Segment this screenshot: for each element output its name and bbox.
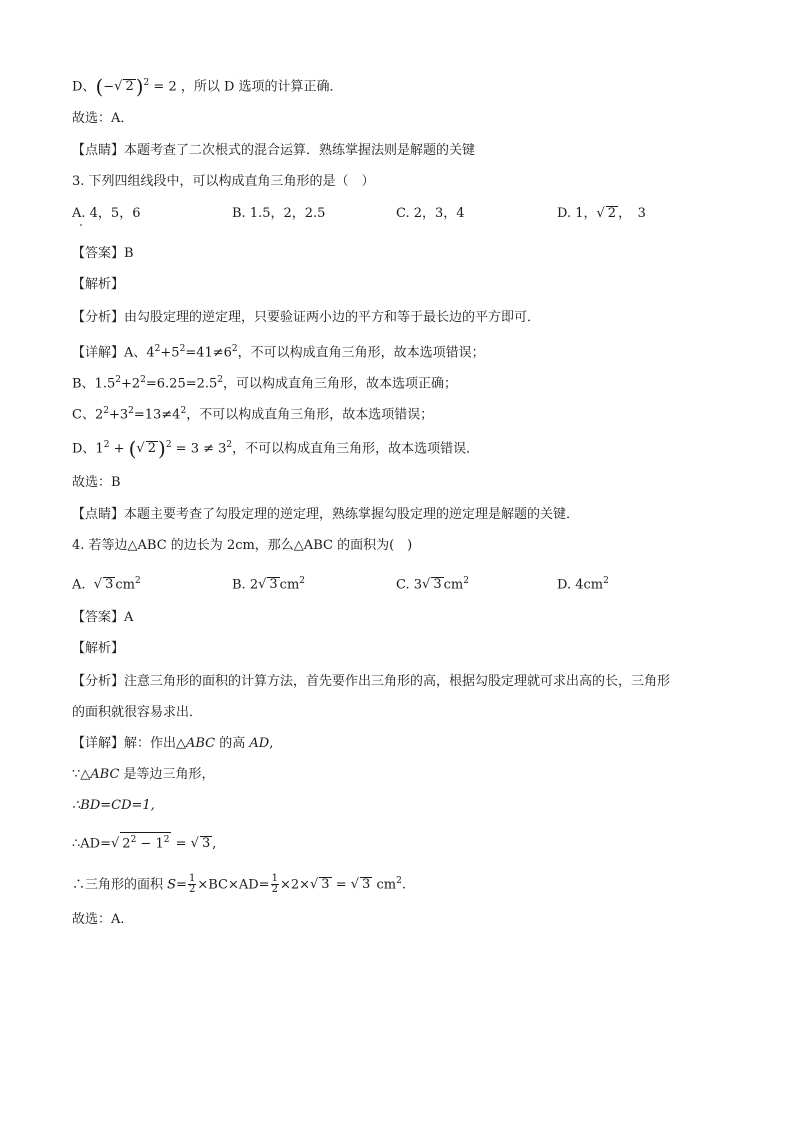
radicand: 3	[269, 577, 278, 593]
fraction	[188, 874, 196, 895]
variable: ABC	[90, 767, 120, 782]
text: ∵△	[72, 767, 91, 782]
radicand	[120, 832, 171, 851]
q3-stem: 3. 下列四组线段中，可以构成直角三角形的是（ ）	[72, 174, 375, 189]
radical-sign: √	[596, 206, 605, 221]
q3-choose: 故选：B	[72, 475, 121, 490]
exponent: 2	[180, 406, 187, 416]
text: =13≠4	[133, 407, 181, 423]
radical-sign: √	[93, 577, 103, 593]
exponent: 2	[299, 576, 306, 586]
text: ∴AD=	[72, 836, 111, 852]
text: 2	[122, 836, 131, 852]
paren: )	[158, 436, 166, 461]
text: A.	[72, 577, 86, 593]
text: C. 3	[396, 577, 423, 593]
numerator: 1	[271, 873, 278, 885]
exponent: 2	[603, 576, 609, 586]
exponent: 2	[231, 344, 238, 354]
radicand: 2	[147, 441, 156, 457]
choose-1: 故选：A．	[72, 111, 134, 126]
q4-option-d	[557, 572, 609, 594]
text: ,	[212, 836, 217, 852]
radical-sign: √	[310, 877, 319, 893]
q4-answer: 【答案】A	[72, 610, 134, 625]
exponent: 2	[130, 835, 137, 845]
q4-analysis-1: 【分析】注意三角形的面积的计算方法，首先要作出三角形的高，根据勾股定理就可求出高的长，三角形	[72, 674, 671, 689]
q4-detail-1	[72, 735, 273, 753]
paren: )	[135, 74, 144, 99]
numerator: 1	[188, 873, 196, 885]
variable: S	[167, 877, 177, 893]
q4-option-a	[72, 572, 141, 594]
denominator: 2	[271, 884, 278, 896]
radical-sign: √	[350, 877, 360, 893]
q4-option-c	[396, 572, 469, 594]
text: +5	[160, 345, 180, 361]
paren: (	[128, 436, 137, 461]
text: =	[171, 836, 191, 852]
q3-option-b: B. 1.5，2，2.5	[232, 206, 326, 221]
text: .	[401, 877, 406, 893]
text: = 3 ≠ 3	[171, 441, 227, 457]
text: +3	[108, 407, 129, 423]
radicand: 3	[201, 836, 211, 852]
denominator: 2	[188, 884, 196, 896]
radical-sign: √	[114, 79, 123, 95]
text: C、2	[72, 407, 104, 423]
q4-analysis-2: 的面积就很容易求出．	[72, 705, 203, 720]
text: +	[109, 441, 129, 457]
q4-bd: ∴BD=CD=1,	[72, 798, 155, 813]
q4-analysis-title: 【解析】	[72, 641, 125, 656]
q3-answer: 【答案】B	[72, 246, 134, 261]
q3-detail-b	[72, 371, 457, 393]
exponent: 2	[179, 344, 186, 354]
text: 的高	[215, 736, 250, 751]
exponent: 2	[165, 440, 172, 450]
radical-sign: √	[136, 441, 145, 457]
exponent: 2	[217, 375, 224, 385]
radicand: 2	[125, 79, 134, 95]
radical-sign: √	[258, 577, 267, 593]
exponent: 2	[128, 406, 134, 416]
q4-choose: 故选：A.	[72, 912, 125, 927]
q3-analysis-title: 【解析】	[72, 277, 125, 292]
radical-sign: √	[110, 836, 120, 852]
q3-detail-a	[72, 340, 485, 362]
unit: cm	[443, 577, 464, 593]
variable: AD	[249, 736, 270, 751]
q3-note: 【点睛】本题主要考查了勾股定理的逆定理，熟练掌握勾股定理的逆定理是解题的关键．	[72, 507, 580, 522]
radicand: 3	[362, 877, 371, 893]
radicand: 3	[433, 577, 442, 593]
exponent: 2	[143, 78, 150, 88]
q3-option-d	[557, 205, 646, 223]
q3-detail-d	[72, 436, 480, 461]
radicand: 3	[105, 577, 114, 593]
text: ， 3	[618, 206, 646, 221]
q3-detail-c	[72, 402, 433, 424]
exponent: 2	[154, 344, 161, 354]
text: ×2×	[279, 877, 310, 893]
q4-stem: 4. 若等边△ABC 的边长为 2cm，那么△ABC 的面积为( )	[72, 538, 413, 553]
text: D. 1，	[557, 206, 597, 221]
text: ，不可以构成直角三角形，故本选项错误．	[232, 441, 480, 457]
radical-sign: √	[190, 836, 199, 852]
q3-option-c: C. 2，3，4	[396, 206, 465, 221]
paren: (	[95, 74, 104, 99]
exponent: 2	[103, 440, 110, 450]
radicand: 2	[607, 206, 617, 221]
exponent: 2	[163, 835, 170, 845]
text: ,	[269, 736, 274, 751]
radical-sign: √	[422, 577, 431, 593]
exponent: 2	[134, 576, 141, 586]
text: D. 4cm	[557, 577, 604, 593]
radicand: 3	[321, 877, 330, 893]
text: =41≠6	[185, 345, 232, 361]
exponent: 2	[103, 406, 109, 416]
text: ∴三角形的面积	[72, 877, 168, 893]
exponent: 2	[396, 876, 402, 886]
q4-option-b	[232, 572, 305, 594]
exponent: 2	[463, 576, 469, 586]
text: ，不可以构成直角三角形，故本选项错误；	[186, 407, 434, 423]
text: =	[176, 877, 187, 893]
exponent: 2	[115, 375, 121, 385]
exponent: 2	[226, 440, 233, 450]
fraction	[271, 874, 279, 895]
q4-ad	[72, 832, 216, 853]
text: −	[103, 79, 115, 95]
line-d-prev	[72, 74, 343, 99]
exponent: 2	[140, 375, 146, 385]
text: D、1	[72, 441, 104, 457]
q4-because	[72, 766, 215, 784]
text: B、1.5	[72, 376, 116, 392]
unit: cm	[372, 877, 397, 893]
text: B. 2	[232, 577, 259, 593]
q3-option-a: A. 4，5，6	[72, 206, 141, 221]
text: D、	[72, 79, 96, 95]
note-1: 【点睛】本题考查了二次根式的混合运算．熟练掌握法则是解题的关键	[72, 143, 476, 158]
q3-analysis: 【分析】由勾股定理的逆定理，只要验证两小边的平方和等于最长边的平方即可．	[72, 310, 541, 325]
q4-area	[72, 872, 406, 895]
stray-dot	[80, 224, 82, 226]
text: 【详解】A、4	[72, 345, 155, 361]
text: ×BC×AD=	[197, 877, 270, 893]
text: ，可以构成直角三角形，故本选项正确；	[223, 376, 458, 392]
text: =6.25=2.5	[145, 376, 218, 392]
unit: cm	[279, 577, 300, 593]
text: = 2 ，所以 D 选项的计算正确．	[153, 79, 343, 95]
text: +2	[120, 376, 141, 392]
unit: cm	[115, 577, 135, 593]
text: =	[331, 877, 351, 893]
variable: ABC	[186, 736, 216, 751]
text: ，不可以构成直角三角形，故本选项错误；	[237, 345, 485, 361]
text: − 1	[136, 836, 164, 852]
text: 【详解】解：作出△	[72, 736, 186, 751]
text: 是等边三角形，	[119, 767, 215, 782]
